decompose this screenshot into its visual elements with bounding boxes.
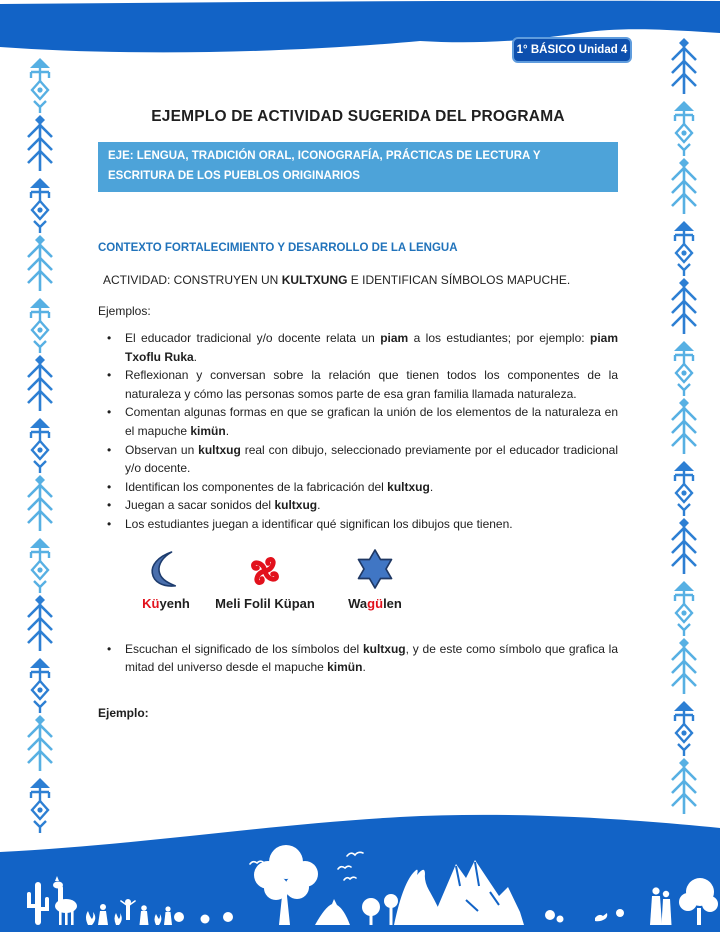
totem-motif-icon (20, 475, 60, 535)
totem-motif-icon (20, 535, 60, 595)
totem-motif-icon (20, 115, 60, 175)
totem-motif-icon (664, 158, 704, 218)
totem-motif-icon (664, 278, 704, 338)
eje-banner (98, 142, 618, 192)
ejemplos-label: Ejemplos: (98, 304, 151, 319)
totem-motif-icon (664, 98, 704, 158)
totem-motif-icon (664, 338, 704, 398)
totem-motif-icon (664, 518, 704, 578)
totem-motif-icon (20, 655, 60, 715)
activity-line: ACTIVIDAD: CONSTRUYEN UN KULTXUNG E IDENTIFICAN SÍMBOLOS MAPUCHE. (103, 273, 571, 288)
totem-motif-icon (20, 175, 60, 235)
meli-folil-kupan-icon (246, 546, 284, 590)
totem-motif-icon (664, 398, 704, 458)
ejemplo-label: Ejemplo: (98, 705, 149, 720)
six-pointed-star-icon (355, 546, 395, 590)
context-heading: CONTEXTO FORTALECIMIENTO Y DESARROLLO DE LA LENGUA (98, 242, 458, 255)
landscape-silhouette-art (0, 812, 720, 932)
symbol-label-meli-folil-kupan: Meli Folil Küpan (215, 595, 315, 611)
right-ornament-border (664, 38, 704, 818)
totem-motif-icon (664, 758, 704, 818)
totem-motif-icon (20, 715, 60, 775)
symbol-wagulen (311, 546, 439, 611)
symbol-label-kuyenh: Küyenh (142, 595, 190, 611)
bullet-item: • Observan un kultxug real con dibujo, seleccionado previamente por el educador tradicional y/o docente. (98, 441, 618, 478)
totem-motif-icon (664, 458, 704, 518)
bullet-item: • Comentan algunas formas en que se grafican la unión de los elementos de la naturaleza en el mapuche kimün. (98, 403, 618, 440)
activity-bullet-list (98, 329, 618, 534)
totem-motif-icon (20, 595, 60, 655)
totem-motif-icon (664, 578, 704, 638)
unit-badge-label: 1° BÁSICO Unidad 4 (516, 44, 628, 56)
totem-motif-icon (20, 415, 60, 475)
symbol-meli-folil-kupan (201, 546, 329, 611)
totem-motif-icon (20, 55, 60, 115)
bullet-item: • Reflexionan y conversan sobre la relación que tienen todos los componentes de la naturaleza y cómo las personas somos parte de esa gran familia llamada naturaleza. (98, 366, 618, 403)
bullet-item: • Juegan a sacar sonidos del kultxug. (98, 496, 618, 515)
totem-motif-icon (664, 638, 704, 698)
symbol-label-wagulen: Wagülen (348, 595, 402, 611)
totem-motif-icon (20, 235, 60, 295)
totem-motif-icon (664, 698, 704, 758)
left-ornament-border (20, 55, 60, 835)
bullet-item: • El educador tradicional y/o docente relata un piam a los estudiantes; por ejemplo: piam Txoflu Ruka. (98, 329, 618, 366)
bullet-item: • Escuchan el significado de los símbolos del kultxug, y de este como símbolo que grafica la mitad del universo desde el mapuche kimün. (98, 640, 618, 677)
totem-motif-icon (664, 38, 704, 98)
symbols-row (98, 546, 618, 622)
bullet-item: • Los estudiantes juegan a identificar qué significan los dibujos que tienen. (98, 515, 618, 534)
document-content (98, 0, 618, 720)
closing-bullet-list (98, 640, 618, 677)
crescent-moon-icon (144, 546, 188, 590)
totem-motif-icon (664, 218, 704, 278)
eje-banner-text: EJE: LENGUA, TRADICIÓN ORAL, ICONOGRAFÍA, PRÁCTICAS DE LECTURA Y ESCRITURA DE LOS PUEBLOS ORIGINARIOS (108, 150, 541, 182)
page-title: EJEMPLO DE ACTIVIDAD SUGERIDA DEL PROGRAMA (151, 108, 565, 125)
totem-motif-icon (20, 355, 60, 415)
totem-motif-icon (20, 295, 60, 355)
bullet-item: • Identifican los componentes de la fabricación del kultxug. (98, 478, 618, 497)
